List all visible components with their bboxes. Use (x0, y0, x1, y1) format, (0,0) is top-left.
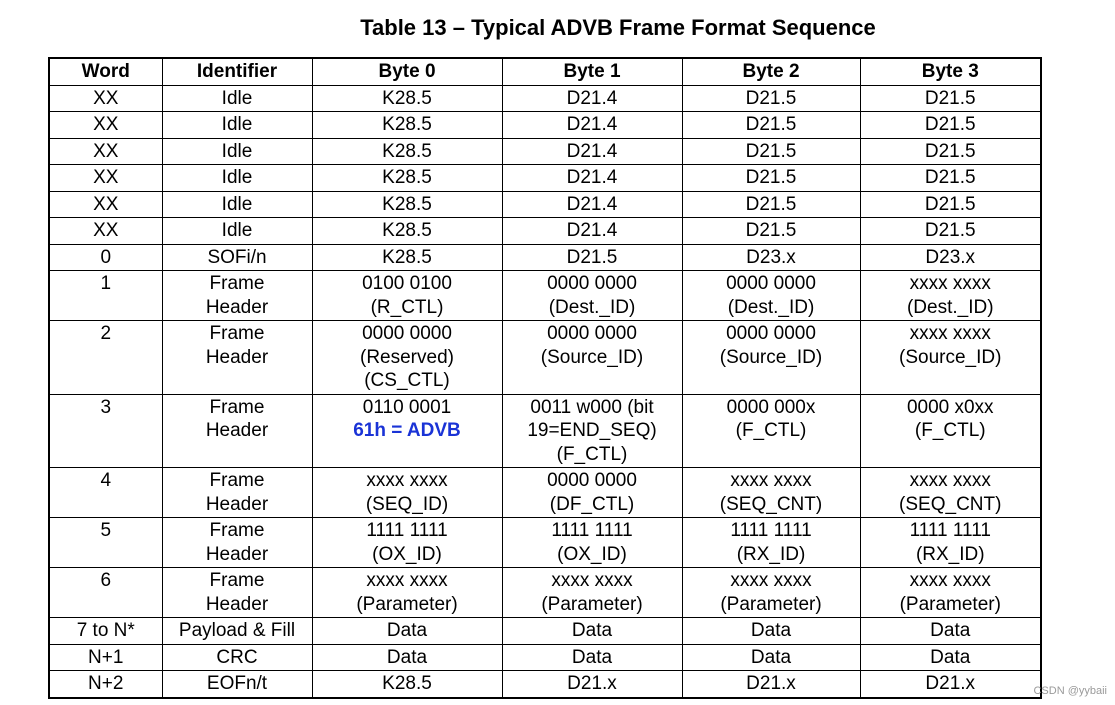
cell-text: 0000 0000 (547, 323, 637, 344)
cell-text: Header (205, 296, 269, 318)
identifier-cell (162, 671, 312, 698)
cell-text: XX (93, 193, 119, 215)
word-cell (49, 618, 162, 645)
word-cell (49, 244, 162, 271)
cell-text: 0000 0000 (726, 273, 816, 294)
identifier-cell (162, 138, 312, 165)
cell-text: N+2 (88, 673, 124, 694)
byte-0-cell (312, 138, 502, 165)
byte-3-cell (860, 618, 1041, 645)
byte-3-cell (860, 568, 1041, 618)
byte-1-cell (502, 671, 682, 698)
cell-text: (SEQ_ID) (365, 493, 449, 515)
cell-text: XX (93, 140, 119, 162)
byte-3-cell (860, 218, 1041, 245)
byte-1-cell (502, 244, 682, 271)
cell-text: 2 (100, 323, 112, 344)
cell-text: Payload & Fill (178, 620, 296, 641)
byte-3-cell (860, 244, 1041, 271)
table-row (49, 138, 1041, 165)
cell-text: Frame (209, 520, 265, 541)
byte-1-cell (502, 468, 682, 518)
cell-text: (DF_CTL) (549, 493, 635, 515)
word-cell (49, 191, 162, 218)
byte-3-cell (860, 112, 1041, 139)
cell-text: K28.5 (382, 114, 432, 135)
byte-2-cell (682, 191, 860, 218)
cell-text: (RX_ID) (915, 543, 985, 565)
cell-text: 1111 1111 (551, 520, 633, 541)
cell-text: D21.4 (566, 114, 618, 135)
byte-2-cell (682, 165, 860, 192)
cell-text: SOFi/n (207, 246, 267, 268)
cell-text: 19=END_SEQ) (527, 420, 657, 441)
cell-text: (RX_ID) (736, 543, 806, 565)
table-row (49, 468, 1041, 518)
cell-text: 7 to N* (76, 620, 135, 641)
byte-1-cell (502, 518, 682, 568)
byte-2-cell (682, 218, 860, 245)
cell-text: 0000 0000 (726, 323, 816, 344)
cell-text: (F_CTL) (735, 420, 807, 441)
word-cell (49, 85, 162, 112)
byte-1-cell (502, 394, 682, 468)
byte-0-cell (312, 85, 502, 112)
cell-text: 1111 1111 (730, 520, 812, 541)
cell-text: (R_CTL) (370, 296, 444, 318)
word-cell (49, 671, 162, 698)
word-cell (49, 218, 162, 245)
word-cell (49, 394, 162, 468)
cell-text: xxxx xxxx (730, 570, 812, 591)
cell-text: (OX_ID) (372, 543, 442, 565)
cell-text: (CS_CTL) (364, 370, 450, 391)
identifier-cell (162, 218, 312, 245)
cell-text: 0000 0000 (547, 470, 637, 491)
byte-0-cell (312, 112, 502, 139)
table-row (49, 165, 1041, 192)
table-row (49, 321, 1041, 395)
cell-text: xxxx xxxx (551, 570, 633, 591)
cell-text: 0000 0000 (362, 323, 452, 344)
cell-text: 4 (100, 470, 112, 491)
cell-text: K28.5 (382, 673, 432, 694)
byte-1-cell (502, 218, 682, 245)
cell-text: D21.4 (566, 193, 618, 215)
cell-text: Data (930, 646, 971, 668)
word-cell (49, 644, 162, 671)
cell-text: Header (205, 593, 269, 615)
cell-text: 1111 1111 (909, 520, 991, 541)
cell-text: 3 (100, 396, 112, 418)
byte-3-cell (860, 671, 1041, 698)
header-row (49, 58, 1041, 85)
cell-text: XX (93, 87, 119, 109)
cell-text: D21.5 (745, 167, 797, 188)
cell-text: D21.5 (745, 114, 797, 135)
cell-text: 0000 0000 (547, 273, 637, 294)
table-row (49, 644, 1041, 671)
cell-text: Idle (221, 87, 253, 109)
byte-2-cell (682, 244, 860, 271)
table-body (49, 85, 1041, 698)
cell-text: (Reserved) (360, 346, 454, 368)
cell-text: D21.x (925, 673, 976, 694)
cell-text: Data (750, 646, 792, 668)
cell-text: 0000 x0xx (906, 396, 994, 418)
byte-0-cell (312, 191, 502, 218)
cell-text: D21.5 (566, 246, 618, 268)
identifier-cell (162, 644, 312, 671)
cell-text: Data (386, 620, 428, 641)
column-header-byte-0: Byte 0 (312, 58, 502, 85)
advb-highlight-text: 61h = ADVB (353, 420, 461, 441)
table-row (49, 218, 1041, 245)
cell-text: Data (930, 620, 971, 641)
cell-text: (Dest._ID) (548, 296, 636, 318)
byte-2-cell (682, 85, 860, 112)
byte-2-cell (682, 671, 860, 698)
byte-1-cell (502, 644, 682, 671)
cell-text: 1 (100, 273, 112, 294)
cell-text: Header (205, 543, 269, 565)
cell-text: D21.5 (745, 220, 797, 241)
identifier-cell (162, 321, 312, 395)
byte-1-cell (502, 321, 682, 395)
table-row (49, 244, 1041, 271)
cell-text: (SEQ_CNT) (899, 493, 1002, 515)
byte-1-cell (502, 191, 682, 218)
cell-text: 5 (100, 520, 112, 541)
identifier-cell (162, 394, 312, 468)
cell-text: K28.5 (382, 246, 432, 268)
byte-2-cell (682, 644, 860, 671)
cell-text: Idle (221, 220, 253, 241)
cell-text: Data (571, 646, 613, 668)
cell-text: XX (93, 114, 119, 135)
byte-0-cell (312, 644, 502, 671)
cell-text: (OX_ID) (557, 543, 627, 565)
cell-text: xxxx xxxx (366, 470, 448, 491)
identifier-cell (162, 271, 312, 321)
cell-text: (Parameter) (720, 593, 822, 615)
cell-text: 6 (100, 570, 112, 591)
identifier-cell (162, 112, 312, 139)
byte-2-cell (682, 518, 860, 568)
byte-3-cell (860, 394, 1041, 468)
byte-3-cell (860, 468, 1041, 518)
cell-text: (Parameter) (541, 593, 643, 615)
column-header-word: Word (49, 58, 162, 85)
word-cell (49, 468, 162, 518)
table-row (49, 85, 1041, 112)
cell-text: D21.5 (924, 220, 976, 241)
cell-text: 0011 w000 (bit (530, 396, 654, 418)
column-header-byte-1: Byte 1 (502, 58, 682, 85)
cell-text: Frame (209, 273, 265, 294)
word-cell (49, 165, 162, 192)
identifier-cell (162, 85, 312, 112)
byte-0-cell (312, 218, 502, 245)
table-row (49, 112, 1041, 139)
cell-text: Data (750, 620, 792, 641)
byte-0-cell (312, 671, 502, 698)
cell-text: xxxx xxxx (909, 273, 991, 294)
table-row (49, 271, 1041, 321)
cell-text: xxxx xxxx (909, 323, 991, 344)
byte-0-cell (312, 468, 502, 518)
cell-text: K28.5 (382, 140, 432, 162)
cell-text: D21.5 (924, 193, 976, 215)
column-header-byte-2: Byte 2 (682, 58, 860, 85)
cell-text: (Parameter) (899, 593, 1001, 615)
cell-text: D21.5 (924, 167, 976, 188)
cell-text: xxxx xxxx (909, 570, 991, 591)
table-row (49, 671, 1041, 698)
identifier-cell (162, 568, 312, 618)
byte-1-cell (502, 138, 682, 165)
cell-text: (SEQ_CNT) (719, 493, 823, 515)
byte-0-cell (312, 518, 502, 568)
cell-text: CRC (216, 646, 258, 668)
cell-text: D23.x (925, 246, 976, 268)
byte-1-cell (502, 618, 682, 645)
identifier-cell (162, 244, 312, 271)
word-cell (49, 321, 162, 395)
cell-text: Frame (209, 470, 265, 491)
cell-text: D21.4 (566, 140, 618, 162)
frame-format-table (48, 57, 1042, 699)
byte-3-cell (860, 518, 1041, 568)
cell-text: D21.5 (924, 114, 976, 135)
word-cell (49, 138, 162, 165)
cell-text: D21.5 (745, 140, 797, 162)
cell-text: Frame (209, 570, 265, 591)
cell-text: 0110 0001 (362, 396, 452, 418)
cell-text: D21.5 (924, 87, 976, 109)
cell-text: D21.x (746, 673, 796, 694)
cell-text: (Dest._ID) (727, 296, 815, 318)
cell-text: D21.4 (566, 167, 618, 188)
table-row (49, 618, 1041, 645)
byte-1-cell (502, 112, 682, 139)
column-header-identifier: Identifier (162, 58, 312, 85)
byte-0-cell (312, 568, 502, 618)
byte-1-cell (502, 271, 682, 321)
word-cell (49, 568, 162, 618)
byte-1-cell (502, 568, 682, 618)
byte-0-cell (312, 394, 502, 468)
cell-text: Data (386, 646, 428, 668)
word-cell (49, 112, 162, 139)
cell-text: K28.5 (382, 87, 432, 109)
cell-text: (Source_ID) (540, 346, 644, 368)
cell-text: Header (205, 420, 269, 441)
cell-text: (Source_ID) (899, 346, 1002, 368)
identifier-cell (162, 191, 312, 218)
table-row (49, 191, 1041, 218)
cell-text: Idle (221, 167, 253, 188)
byte-0-cell (312, 244, 502, 271)
cell-text: Frame (209, 396, 265, 418)
byte-3-cell (860, 85, 1041, 112)
cell-text: D21.4 (566, 87, 618, 109)
byte-3-cell (860, 644, 1041, 671)
cell-text: xxxx xxxx (366, 570, 448, 591)
byte-3-cell (860, 138, 1041, 165)
cell-text: 0000 000x (726, 396, 816, 418)
cell-text: D21.4 (566, 220, 618, 241)
cell-text: D21.5 (745, 193, 797, 215)
byte-2-cell (682, 468, 860, 518)
cell-text: D21.5 (924, 140, 976, 162)
identifier-cell (162, 165, 312, 192)
cell-text: K28.5 (382, 220, 432, 241)
cell-text: Data (571, 620, 613, 641)
cell-text: (F_CTL) (556, 443, 628, 465)
table-row (49, 518, 1041, 568)
identifier-cell (162, 468, 312, 518)
table-row (49, 568, 1041, 618)
cell-text: D21.x (567, 673, 617, 694)
byte-3-cell (860, 191, 1041, 218)
identifier-cell (162, 618, 312, 645)
cell-text: 0 (100, 246, 112, 268)
byte-2-cell (682, 394, 860, 468)
watermark: CSDN @yybaii (1033, 685, 1107, 697)
byte-2-cell (682, 112, 860, 139)
word-cell (49, 271, 162, 321)
table-title: Table 13 – Typical ADVB Frame Format Sequence (360, 15, 876, 40)
byte-2-cell (682, 321, 860, 395)
identifier-cell (162, 518, 312, 568)
cell-text: 0100 0100 (362, 273, 452, 294)
byte-3-cell (860, 271, 1041, 321)
byte-3-cell (860, 165, 1041, 192)
column-header-byte-3: Byte 3 (860, 58, 1041, 85)
cell-text: K28.5 (382, 193, 432, 215)
cell-text: Header (205, 493, 269, 515)
byte-2-cell (682, 138, 860, 165)
byte-1-cell (502, 165, 682, 192)
cell-text: Idle (221, 193, 253, 215)
cell-text: D21.5 (745, 87, 797, 109)
byte-2-cell (682, 618, 860, 645)
byte-0-cell (312, 321, 502, 395)
cell-text: Idle (221, 114, 253, 135)
cell-text: XX (93, 220, 119, 241)
byte-0-cell (312, 271, 502, 321)
cell-text: (Parameter) (356, 593, 458, 615)
cell-text: xxxx xxxx (730, 470, 812, 491)
byte-1-cell (502, 85, 682, 112)
cell-text: Idle (221, 140, 253, 162)
cell-text: XX (93, 167, 119, 188)
byte-2-cell (682, 568, 860, 618)
byte-0-cell (312, 618, 502, 645)
cell-text: N+1 (88, 646, 124, 668)
byte-2-cell (682, 271, 860, 321)
cell-text: (Dest._ID) (906, 296, 994, 318)
cell-text: D23.x (746, 246, 796, 268)
cell-text: 1111 1111 (366, 520, 448, 541)
cell-text: (Source_ID) (719, 346, 823, 368)
cell-text: Header (205, 346, 269, 368)
byte-0-cell (312, 165, 502, 192)
word-cell (49, 518, 162, 568)
cell-text: (F_CTL) (914, 420, 986, 441)
cell-text: Frame (209, 323, 265, 344)
cell-text: K28.5 (382, 167, 432, 188)
table-row (49, 394, 1041, 468)
cell-text: EOFn/t (206, 673, 268, 694)
byte-3-cell (860, 321, 1041, 395)
cell-text: xxxx xxxx (909, 470, 991, 491)
